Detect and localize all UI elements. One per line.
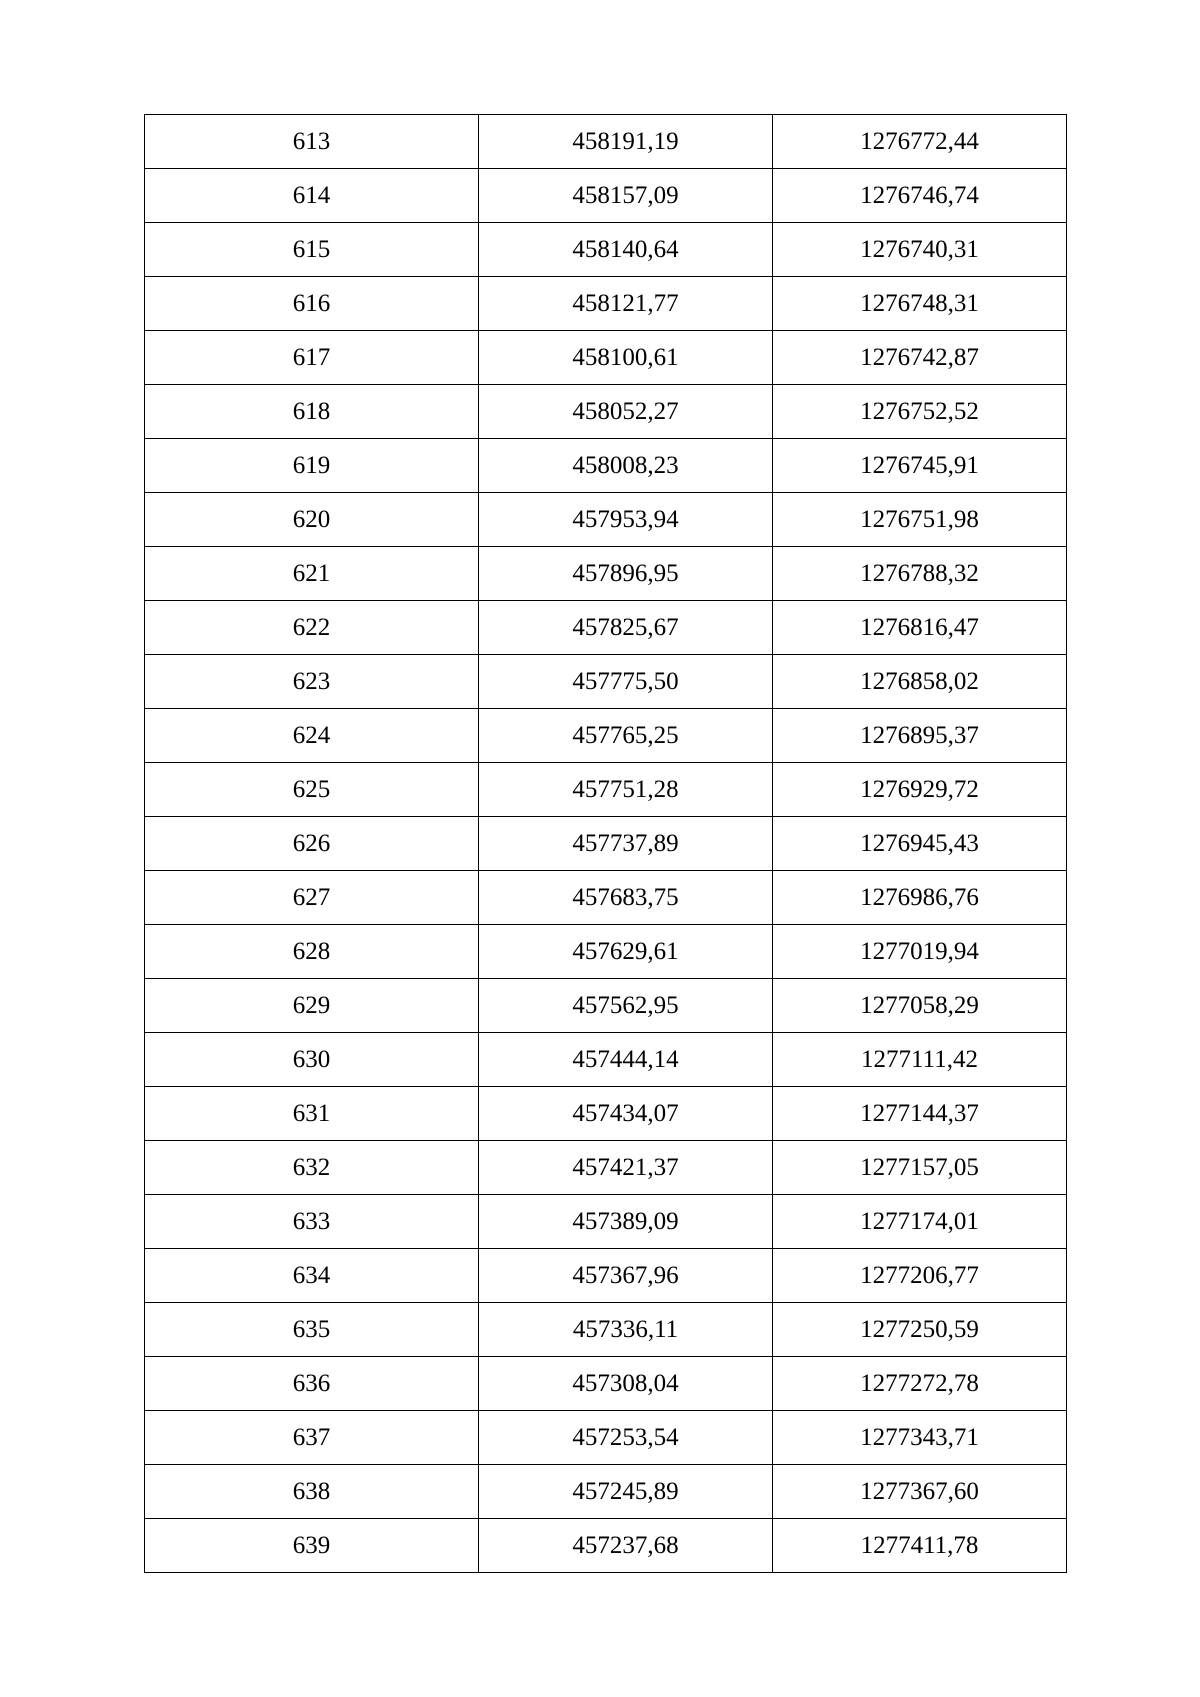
point-number-cell: 630 (145, 1033, 479, 1087)
table-row (145, 817, 1067, 871)
coordinates-table (144, 114, 1067, 1573)
y-coordinate-cell: 1276788,32 (773, 547, 1067, 601)
y-coordinate-cell: 1276929,72 (773, 763, 1067, 817)
point-number-cell: 617 (145, 331, 479, 385)
y-coordinate-cell: 1276752,52 (773, 385, 1067, 439)
point-number-cell: 634 (145, 1249, 479, 1303)
point-number-cell: 631 (145, 1087, 479, 1141)
y-coordinate-cell: 1276816,47 (773, 601, 1067, 655)
x-coordinate-cell: 457737,89 (479, 817, 773, 871)
x-coordinate-cell: 457444,14 (479, 1033, 773, 1087)
table-row (145, 223, 1067, 277)
table-row (145, 1465, 1067, 1519)
point-number-cell: 615 (145, 223, 479, 277)
x-coordinate-cell: 457253,54 (479, 1411, 773, 1465)
x-coordinate-cell: 458191,19 (479, 115, 773, 169)
y-coordinate-cell: 1276740,31 (773, 223, 1067, 277)
point-number-cell: 624 (145, 709, 479, 763)
table-row (145, 1249, 1067, 1303)
x-coordinate-cell: 458157,09 (479, 169, 773, 223)
coordinates-table-body (145, 115, 1067, 1573)
table-row (145, 1357, 1067, 1411)
y-coordinate-cell: 1277206,77 (773, 1249, 1067, 1303)
point-number-cell: 622 (145, 601, 479, 655)
y-coordinate-cell: 1276751,98 (773, 493, 1067, 547)
y-coordinate-cell: 1277411,78 (773, 1519, 1067, 1573)
x-coordinate-cell: 458140,64 (479, 223, 773, 277)
y-coordinate-cell: 1276895,37 (773, 709, 1067, 763)
x-coordinate-cell: 457367,96 (479, 1249, 773, 1303)
x-coordinate-cell: 457683,75 (479, 871, 773, 925)
x-coordinate-cell: 457308,04 (479, 1357, 773, 1411)
x-coordinate-cell: 458052,27 (479, 385, 773, 439)
table-row (145, 655, 1067, 709)
point-number-cell: 635 (145, 1303, 479, 1357)
table-row (145, 385, 1067, 439)
x-coordinate-cell: 457825,67 (479, 601, 773, 655)
y-coordinate-cell: 1277367,60 (773, 1465, 1067, 1519)
point-number-cell: 618 (145, 385, 479, 439)
x-coordinate-cell: 457237,68 (479, 1519, 773, 1573)
table-row (145, 925, 1067, 979)
table-row (145, 871, 1067, 925)
point-number-cell: 621 (145, 547, 479, 601)
x-coordinate-cell: 457765,25 (479, 709, 773, 763)
point-number-cell: 613 (145, 115, 479, 169)
point-number-cell: 619 (145, 439, 479, 493)
x-coordinate-cell: 457629,61 (479, 925, 773, 979)
y-coordinate-cell: 1276772,44 (773, 115, 1067, 169)
table-row (145, 1195, 1067, 1249)
y-coordinate-cell: 1276748,31 (773, 277, 1067, 331)
table-row (145, 331, 1067, 385)
point-number-cell: 639 (145, 1519, 479, 1573)
table-row (145, 1519, 1067, 1573)
x-coordinate-cell: 458008,23 (479, 439, 773, 493)
table-row (145, 277, 1067, 331)
point-number-cell: 628 (145, 925, 479, 979)
y-coordinate-cell: 1277250,59 (773, 1303, 1067, 1357)
table-row (145, 1087, 1067, 1141)
y-coordinate-cell: 1277144,37 (773, 1087, 1067, 1141)
y-coordinate-cell: 1276945,43 (773, 817, 1067, 871)
y-coordinate-cell: 1277343,71 (773, 1411, 1067, 1465)
table-row (145, 547, 1067, 601)
point-number-cell: 632 (145, 1141, 479, 1195)
x-coordinate-cell: 458100,61 (479, 331, 773, 385)
table-row (145, 763, 1067, 817)
y-coordinate-cell: 1276742,87 (773, 331, 1067, 385)
table-row (145, 1411, 1067, 1465)
y-coordinate-cell: 1277157,05 (773, 1141, 1067, 1195)
x-coordinate-cell: 457421,37 (479, 1141, 773, 1195)
point-number-cell: 637 (145, 1411, 479, 1465)
point-number-cell: 614 (145, 169, 479, 223)
table-row (145, 439, 1067, 493)
table-row (145, 709, 1067, 763)
point-number-cell: 620 (145, 493, 479, 547)
x-coordinate-cell: 457389,09 (479, 1195, 773, 1249)
x-coordinate-cell: 458121,77 (479, 277, 773, 331)
y-coordinate-cell: 1276746,74 (773, 169, 1067, 223)
y-coordinate-cell: 1276986,76 (773, 871, 1067, 925)
x-coordinate-cell: 457562,95 (479, 979, 773, 1033)
table-row (145, 601, 1067, 655)
point-number-cell: 636 (145, 1357, 479, 1411)
y-coordinate-cell: 1276745,91 (773, 439, 1067, 493)
x-coordinate-cell: 457245,89 (479, 1465, 773, 1519)
point-number-cell: 626 (145, 817, 479, 871)
table-row (145, 1303, 1067, 1357)
point-number-cell: 638 (145, 1465, 479, 1519)
y-coordinate-cell: 1277174,01 (773, 1195, 1067, 1249)
table-row (145, 979, 1067, 1033)
y-coordinate-cell: 1277058,29 (773, 979, 1067, 1033)
point-number-cell: 627 (145, 871, 479, 925)
point-number-cell: 623 (145, 655, 479, 709)
point-number-cell: 625 (145, 763, 479, 817)
x-coordinate-cell: 457751,28 (479, 763, 773, 817)
table-row (145, 115, 1067, 169)
x-coordinate-cell: 457896,95 (479, 547, 773, 601)
table-row (145, 1033, 1067, 1087)
y-coordinate-cell: 1277272,78 (773, 1357, 1067, 1411)
table-row (145, 493, 1067, 547)
y-coordinate-cell: 1276858,02 (773, 655, 1067, 709)
point-number-cell: 616 (145, 277, 479, 331)
x-coordinate-cell: 457336,11 (479, 1303, 773, 1357)
x-coordinate-cell: 457434,07 (479, 1087, 773, 1141)
point-number-cell: 629 (145, 979, 479, 1033)
table-row (145, 1141, 1067, 1195)
y-coordinate-cell: 1277019,94 (773, 925, 1067, 979)
x-coordinate-cell: 457775,50 (479, 655, 773, 709)
x-coordinate-cell: 457953,94 (479, 493, 773, 547)
table-row (145, 169, 1067, 223)
y-coordinate-cell: 1277111,42 (773, 1033, 1067, 1087)
point-number-cell: 633 (145, 1195, 479, 1249)
